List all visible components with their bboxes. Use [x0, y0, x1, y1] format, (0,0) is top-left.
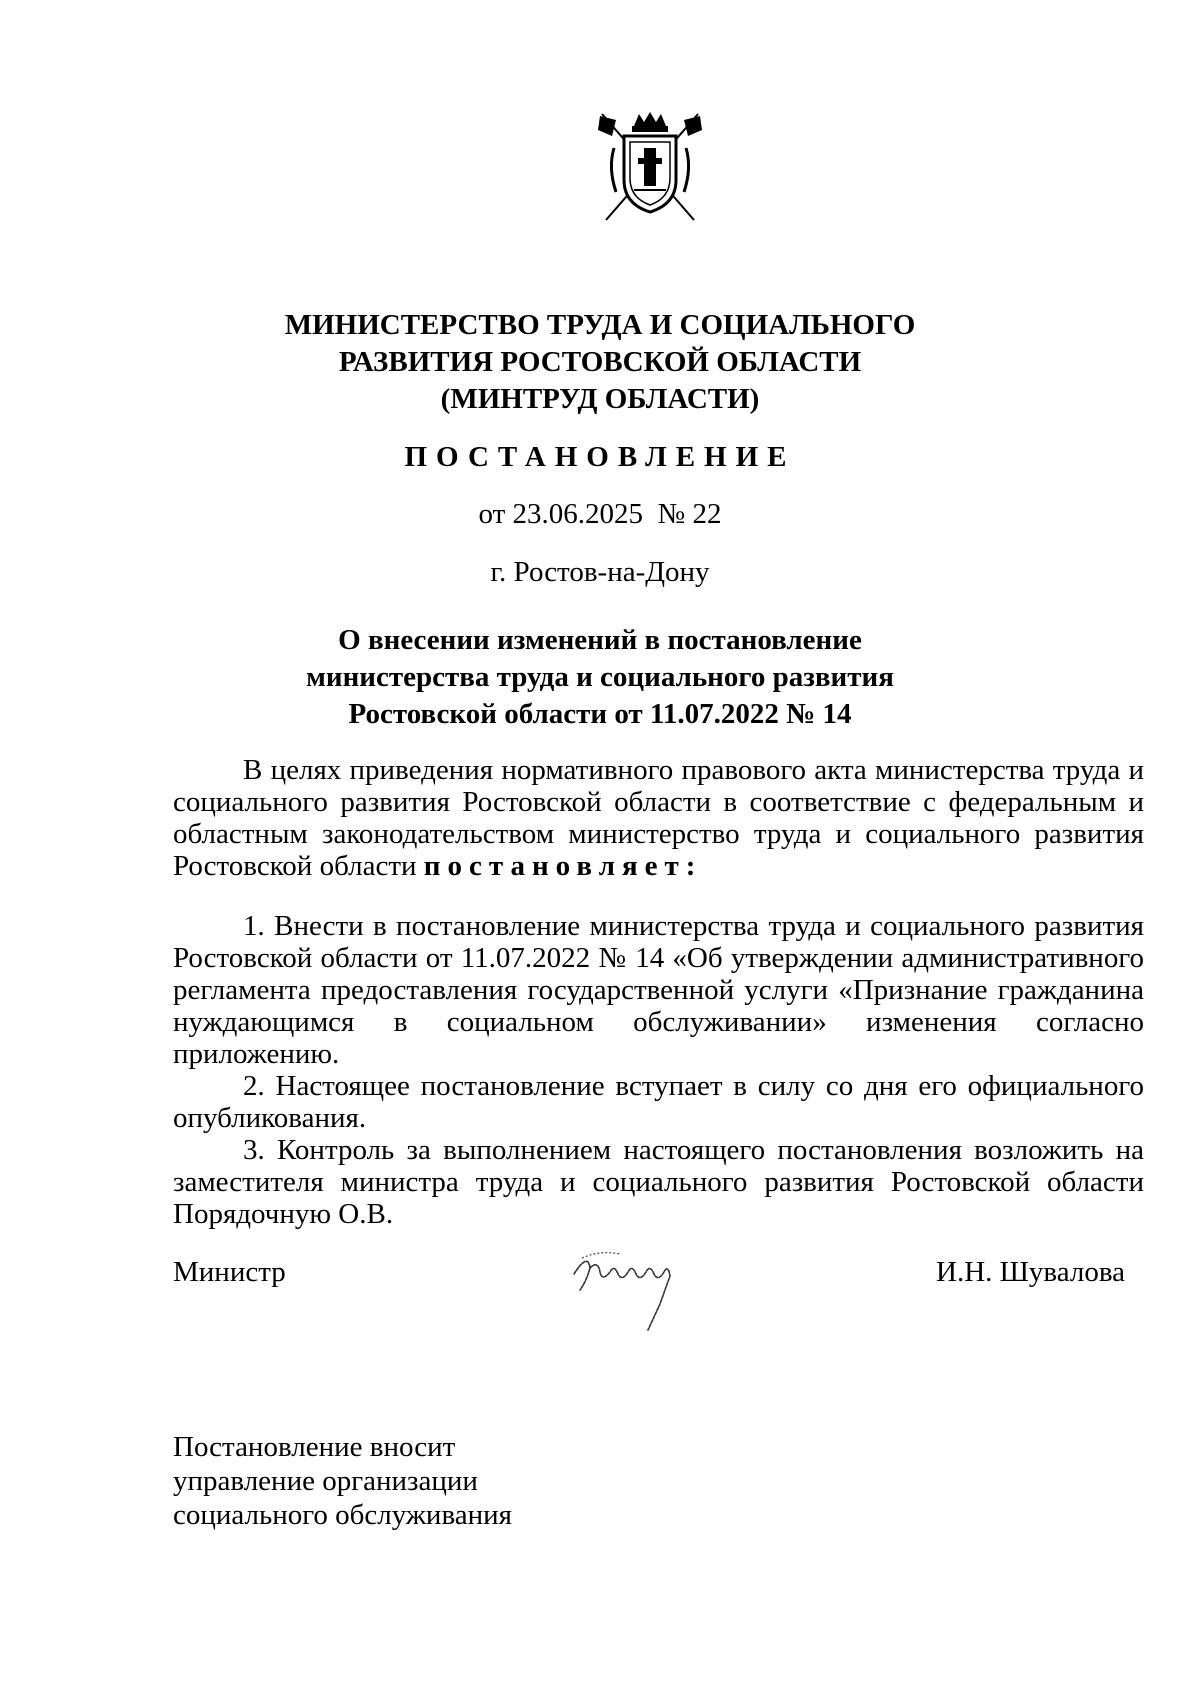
- signatory-name: И.Н. Шувалова: [936, 1256, 1125, 1288]
- document-date-number: от 23.06.2025 № 22: [478, 498, 722, 530]
- document-city: г. Ростов-на-Дону: [490, 556, 710, 588]
- subject-line-3: Ростовской области от 11.07.2022 № 14: [348, 698, 852, 730]
- subject-line-2: министерства труда и социального развития: [306, 661, 894, 693]
- signatory-position: Министр: [173, 1256, 286, 1288]
- ministry-name: [200, 307, 1000, 418]
- ministry-line-3: (МИНТРУД ОБЛАСТИ): [440, 383, 760, 415]
- decree-items: [173, 910, 1144, 1230]
- footer-note: [173, 1430, 512, 1532]
- ministry-line-1: МИНИСТЕРСТВО ТРУДА И СОЦИАЛЬНОГО: [284, 309, 916, 341]
- decree-item-3: 3. Контроль за выполнением настоящего постановления возложить на заместителя министра труда и социального развития Ростовской области Порядочную О.В.: [173, 1134, 1144, 1230]
- handwritten-signature: [560, 1238, 710, 1348]
- decree-word: постановляет:: [423, 850, 703, 882]
- footer-line-1: Постановление вносит: [173, 1431, 456, 1463]
- footer-line-2: управление организации: [173, 1465, 478, 1497]
- footer-line-3: социального обслуживания: [173, 1499, 513, 1531]
- ministry-line-2: РАЗВИТИЯ РОСТОВСКОЙ ОБЛАСТИ: [338, 346, 862, 378]
- subject-line-1: О внесении изменений в постановление: [338, 624, 862, 656]
- preamble-text: В целях приведения нормативного правового акта министерства труда и социального развития Ростовской области в соответствие с федеральным и областным законодательством министерство труда и социального развития Ростовской области: [173, 754, 1144, 882]
- decree-item-1: 1. Внести в постановление министерства труда и социального развития Ростовской области от 11.07.2022 № 14 «Об утверждении административного регламента предоставления государственной услуги «Признание гражданина нуждающимся в социальном обслуживании» изменения согласно приложению.: [173, 910, 1144, 1070]
- preamble: [173, 754, 1144, 882]
- rostov-oblast-coat-of-arms-icon: [594, 108, 706, 228]
- decree-item-2: 2. Настоящее постановление вступает в силу со дня его официального опубликования.: [173, 1070, 1144, 1134]
- document-type: ПОСТАНОВЛЕНИЕ: [404, 441, 796, 473]
- document-subject: [200, 622, 1000, 733]
